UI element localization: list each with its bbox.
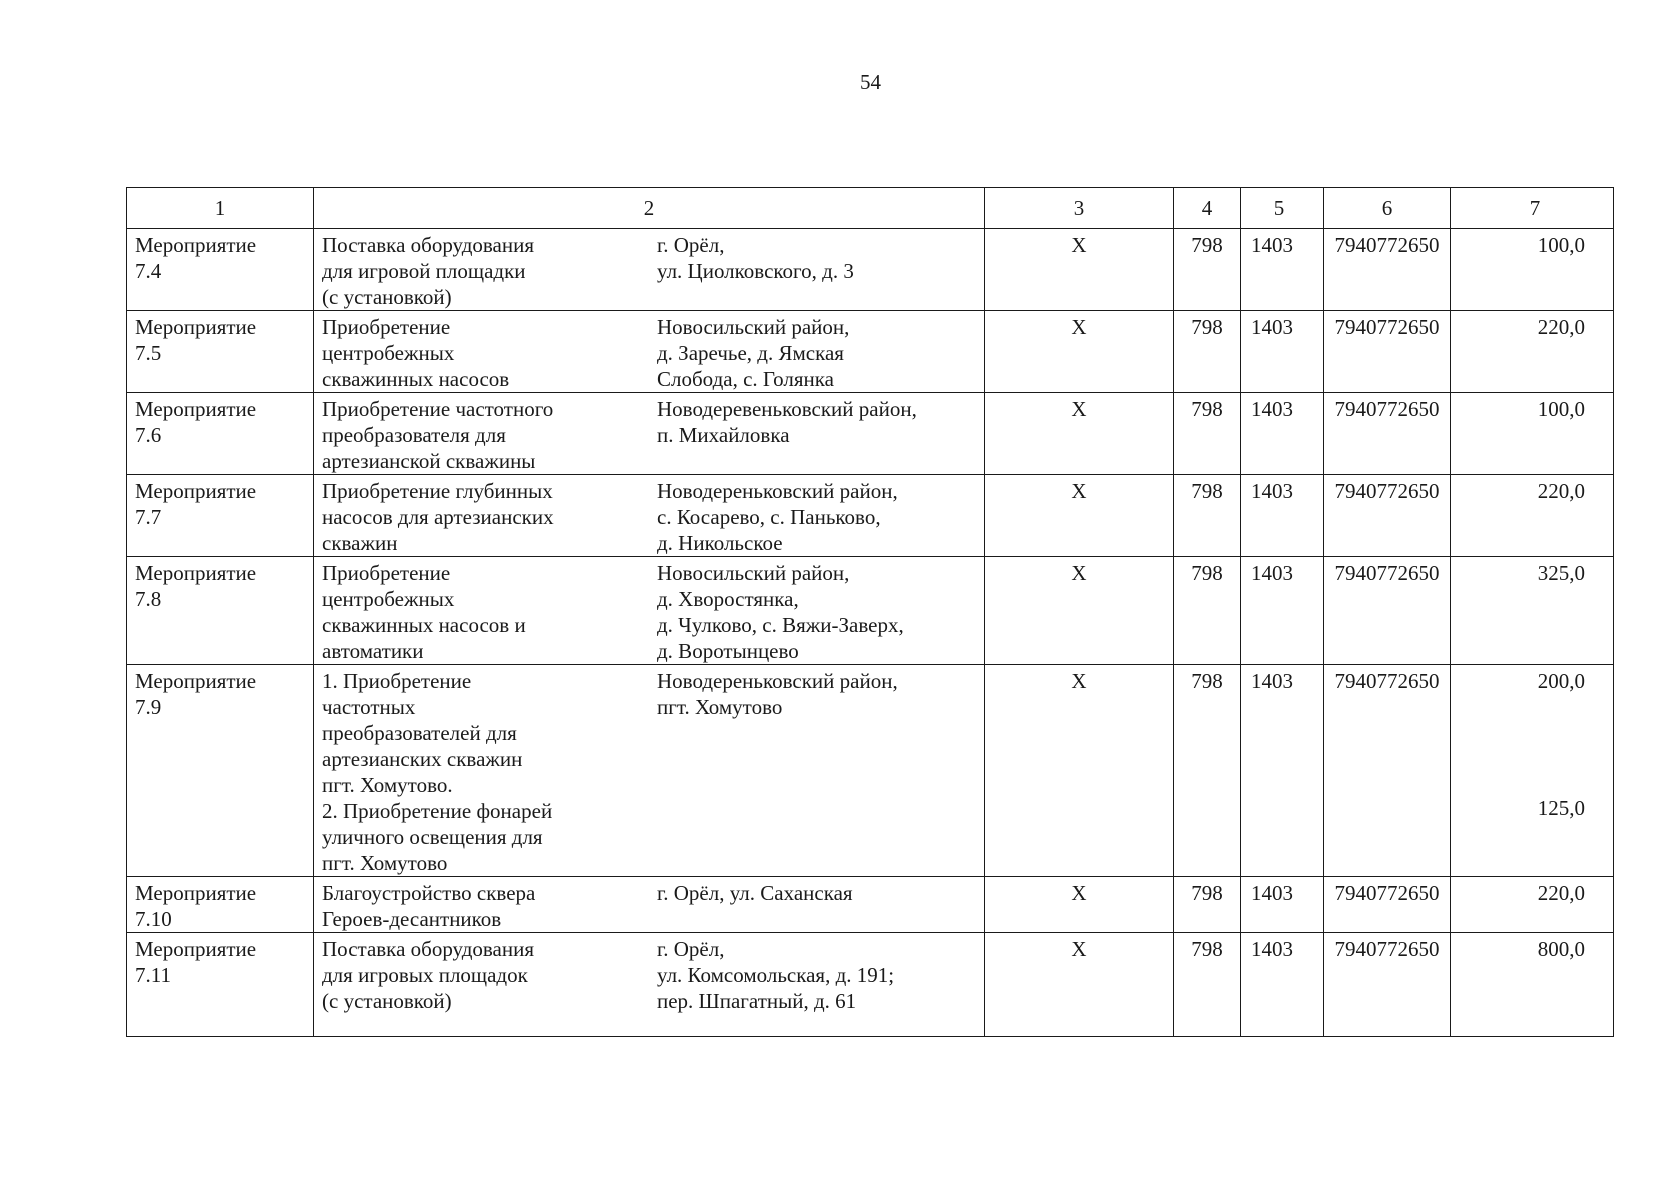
col5-cell: 1403 [1241, 475, 1324, 557]
description-cell [314, 877, 650, 933]
address-line: Новосильский район, [657, 561, 850, 585]
description-line: Героев-десантников [322, 907, 502, 931]
col6-cell: 7940772650 [1324, 475, 1451, 557]
description-cell [314, 229, 650, 311]
description-cell [314, 311, 650, 393]
description-line: артезианских скважин [322, 747, 523, 771]
description-line: (с установкой) [322, 285, 452, 309]
header-row [127, 188, 1614, 229]
event-name-line: 7.11 [135, 963, 171, 987]
event-name-line: Мероприятие [135, 315, 257, 339]
description-line: скважин [322, 531, 398, 555]
event-name-cell [127, 877, 314, 933]
description-line: артезианской скважины [322, 449, 536, 473]
amount-value: 200,0 [1537, 669, 1585, 693]
description-line: пгт. Хомутово [322, 851, 448, 875]
header-cell-3: 3 [985, 188, 1174, 229]
address-line: ул. Циолковского, д. 3 [657, 259, 854, 283]
col5-cell: 1403 [1241, 557, 1324, 665]
header-cell-2: 2 [314, 188, 985, 229]
event-name-line: 7.4 [135, 259, 162, 283]
col5-cell: 1403 [1241, 229, 1324, 311]
col6-cell: 7940772650 [1324, 877, 1451, 933]
address-line: с. Косарево, с. Паньково, [657, 505, 881, 529]
address-cell [649, 393, 985, 475]
address-line: Слобода, с. Голянка [657, 367, 834, 391]
event-name-cell [127, 311, 314, 393]
col5-cell: 1403 [1241, 393, 1324, 475]
address-line: пер. Шпагатный, д. 61 [657, 989, 857, 1013]
col3-cell: Х [985, 393, 1174, 475]
col4-cell: 798 [1174, 393, 1241, 475]
event-name-cell [127, 933, 314, 1037]
event-name-line: Мероприятие [135, 233, 257, 257]
col3-cell: Х [985, 311, 1174, 393]
description-line: Приобретение частотного [322, 397, 554, 421]
address-line: г. Орёл, [657, 937, 725, 961]
event-name-line: 7.10 [135, 907, 172, 931]
address-cell [649, 475, 985, 557]
col6-cell: 7940772650 [1324, 393, 1451, 475]
event-name-line: 7.6 [135, 423, 162, 447]
event-name-cell [127, 665, 314, 877]
description-line: Поставка оборудования [322, 233, 534, 257]
table-row [127, 311, 1614, 393]
event-name-cell [127, 393, 314, 475]
description-line: центробежных [322, 587, 455, 611]
amount-cell [1451, 877, 1614, 933]
amount-cell [1451, 393, 1614, 475]
description-line: (с установкой) [322, 989, 452, 1013]
table-row [127, 877, 1614, 933]
col4-cell: 798 [1174, 475, 1241, 557]
description-line: центробежных [322, 341, 455, 365]
description-cell [314, 933, 650, 1037]
address-line: г. Орёл, ул. Саханская [657, 881, 853, 905]
amount-value: 125,0 [1537, 796, 1585, 820]
description-cell [314, 557, 650, 665]
table-row [127, 557, 1614, 665]
description-cell [314, 665, 650, 877]
col4-cell: 798 [1174, 665, 1241, 877]
header-cell-4: 4 [1174, 188, 1241, 229]
address-line: д. Воротынцево [657, 639, 799, 663]
address-line: д. Никольское [657, 531, 783, 555]
amount-value: 325,0 [1537, 561, 1585, 585]
amount-cell [1451, 665, 1614, 877]
col3-cell: Х [985, 877, 1174, 933]
col6-cell: 7940772650 [1324, 229, 1451, 311]
address-cell [649, 665, 985, 877]
event-name-line: Мероприятие [135, 561, 257, 585]
table-row [127, 229, 1614, 311]
description-cell [314, 475, 650, 557]
event-name-line: Мероприятие [135, 479, 257, 503]
col6-cell: 7940772650 [1324, 311, 1451, 393]
col6-cell: 7940772650 [1324, 665, 1451, 877]
description-line: преобразователей для [322, 721, 517, 745]
event-name-line: Мероприятие [135, 669, 257, 693]
col4-cell: 798 [1174, 229, 1241, 311]
page-number: 54 [860, 70, 881, 94]
address-line: г. Орёл, [657, 233, 725, 257]
budget-table [126, 187, 1614, 1037]
amount-value: 800,0 [1537, 937, 1585, 961]
header-cell-6: 6 [1324, 188, 1451, 229]
col3-cell: Х [985, 665, 1174, 877]
address-cell [649, 311, 985, 393]
address-cell [649, 877, 985, 933]
description-line: 2. Приобретение фонарей [322, 799, 553, 823]
event-name-line: 7.7 [135, 505, 162, 529]
event-name-line: Мероприятие [135, 937, 257, 961]
header-cell-1: 1 [127, 188, 314, 229]
header-cell-5: 5 [1241, 188, 1324, 229]
description-line: Приобретение [322, 561, 451, 585]
address-line: Новодереньковский район, [657, 669, 898, 693]
col6-cell: 7940772650 [1324, 557, 1451, 665]
description-cell [314, 393, 650, 475]
address-line: ул. Комсомольская, д. 191; [657, 963, 895, 987]
description-line: насосов для артезианских [322, 505, 554, 529]
table-row [127, 475, 1614, 557]
description-line: уличного освещения для [322, 825, 543, 849]
address-line: Новодеревеньковский район, [657, 397, 917, 421]
col5-cell: 1403 [1241, 933, 1324, 1037]
event-name-line: 7.8 [135, 587, 162, 611]
col4-cell: 798 [1174, 877, 1241, 933]
amount-cell [1451, 933, 1614, 1037]
col4-cell: 798 [1174, 933, 1241, 1037]
description-line: скважинных насосов [322, 367, 510, 391]
description-line: Поставка оборудования [322, 937, 534, 961]
address-line: д. Чулково, с. Вяжи-Заверх, [657, 613, 904, 637]
table-row [127, 665, 1614, 877]
address-line: пгт. Хомутово [657, 695, 783, 719]
col5-cell: 1403 [1241, 665, 1324, 877]
description-line: преобразователя для [322, 423, 506, 447]
event-name-cell [127, 557, 314, 665]
col3-cell: Х [985, 475, 1174, 557]
event-name-line: Мероприятие [135, 397, 257, 421]
amount-value: 220,0 [1537, 881, 1585, 905]
description-line: для игровых площадок [322, 963, 528, 987]
address-line: д. Заречье, д. Ямская [657, 341, 844, 365]
description-line: автоматики [322, 639, 424, 663]
col3-cell: Х [985, 933, 1174, 1037]
header-cell-7: 7 [1451, 188, 1614, 229]
address-cell [649, 933, 985, 1037]
amount-cell [1451, 229, 1614, 311]
description-line: скважинных насосов и [322, 613, 526, 637]
description-line: Приобретение [322, 315, 451, 339]
amount-value: 100,0 [1537, 233, 1585, 257]
description-line: Приобретение глубинных [322, 479, 553, 503]
amount-value: 220,0 [1537, 479, 1585, 503]
table-row [127, 933, 1614, 1037]
description-line: Благоустройство сквера [322, 881, 536, 905]
col3-cell: Х [985, 229, 1174, 311]
description-line: для игровой площадки [322, 259, 526, 283]
event-name-cell [127, 475, 314, 557]
amount-value: 100,0 [1537, 397, 1585, 421]
amount-cell [1451, 475, 1614, 557]
table-body [127, 188, 1614, 1037]
address-line: д. Хворостянка, [657, 587, 799, 611]
description-line: частотных [322, 695, 416, 719]
col4-cell: 798 [1174, 311, 1241, 393]
address-line: Новодереньковский район, [657, 479, 898, 503]
col6-cell: 7940772650 [1324, 933, 1451, 1037]
col4-cell: 798 [1174, 557, 1241, 665]
amount-value: 220,0 [1537, 315, 1585, 339]
address-cell [649, 229, 985, 311]
event-name-line: 7.5 [135, 341, 162, 365]
table-row [127, 393, 1614, 475]
event-name-cell [127, 229, 314, 311]
description-line: 1. Приобретение [322, 669, 472, 693]
col3-cell: Х [985, 557, 1174, 665]
amount-cell [1451, 311, 1614, 393]
event-name-line: Мероприятие [135, 881, 257, 905]
address-cell [649, 557, 985, 665]
col5-cell: 1403 [1241, 311, 1324, 393]
address-line: п. Михайловка [657, 423, 790, 447]
address-line: Новосильский район, [657, 315, 850, 339]
col5-cell: 1403 [1241, 877, 1324, 933]
description-line: пгт. Хомутово. [322, 773, 453, 797]
event-name-line: 7.9 [135, 695, 162, 719]
amount-cell [1451, 557, 1614, 665]
